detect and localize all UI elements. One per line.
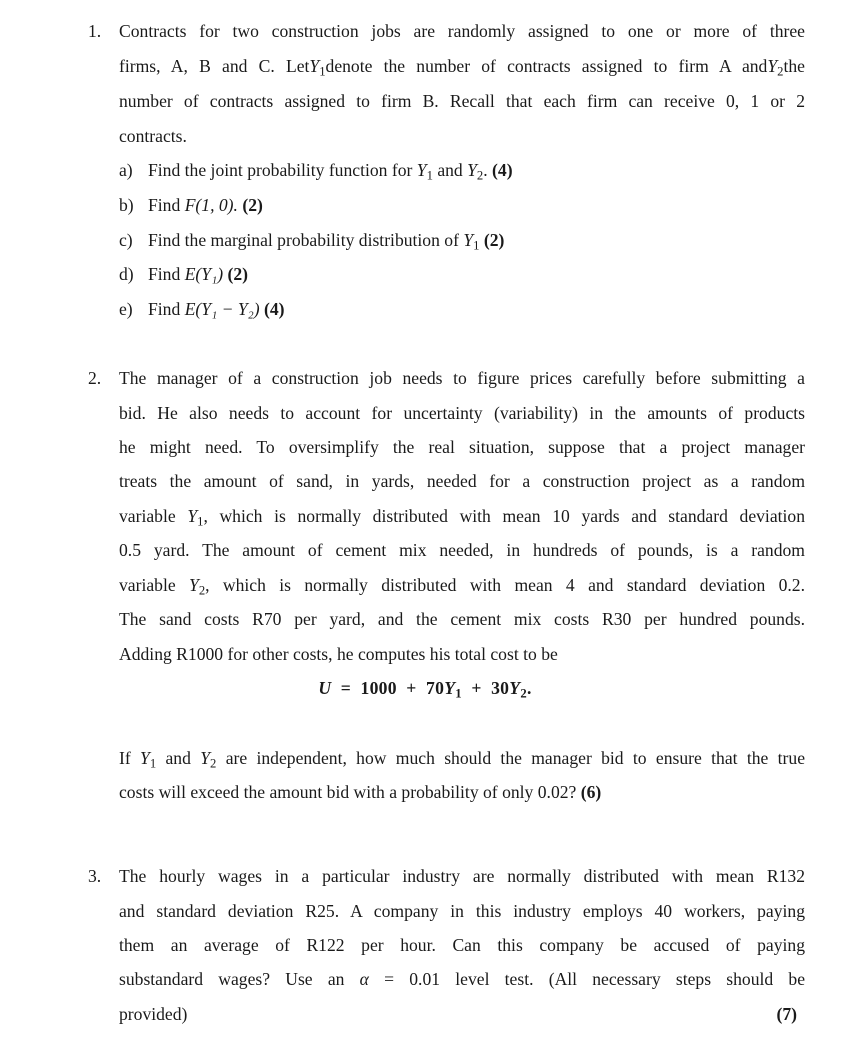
q3-line-5: provided) (119, 1004, 188, 1024)
q2-follow-1: If $Y_1$ and $Y_2$ are independent, how much should the manager bid to ensure that the true (119, 748, 806, 771)
q1-part-e: e) Find E(Y₁ − Y₂) (4) (119, 299, 285, 319)
q2-line-5: variable $Y_1$, which is normally distributed with mean 10 yards and standard deviation (119, 506, 806, 529)
question-number: 1. (88, 21, 102, 41)
q3-line-4: substandard wages? Use an α = 0.01 level test. (All necessary steps should be (119, 969, 806, 989)
q2-line-2: bid. He also needs to account for uncertainty (variability) in the amounts of products (119, 403, 805, 423)
q3-line-1: The hourly wages in a particular industry are normally distributed with mean R132 (119, 866, 805, 886)
q2-line-7: variable $Y_2$, which is normally distributed with mean 4 and standard deviation 0.2. (119, 575, 805, 598)
question-number: 3. (88, 866, 102, 886)
q1-part-a: a) Find the joint probability function for $Y_1$ and $Y_2$. (4) (119, 160, 513, 183)
q2-line-9: Adding R1000 for other costs, he computes his total cost to be (119, 644, 558, 664)
q2-line-1: The manager of a construction job needs to figure prices carefully before submitting a (119, 368, 805, 388)
q1-part-c: c) Find the marginal probability distribution of $Y_1$ (2) (119, 230, 505, 253)
total-cost-formula: $U = 1000 + 70Y_1 + 30Y_2$. (318, 678, 532, 701)
q1-line-4: contracts. (119, 126, 187, 146)
q1-part-b: b) Find F(1, 0). (2) (119, 195, 263, 215)
q2-follow-2: costs will exceed the amount bid with a probability of only 0.02? (6) (119, 782, 602, 802)
q3-line-2: and standard deviation R25. A company in this industry employs 40 workers, paying (119, 901, 805, 921)
q2-line-6: 0.5 yard. The amount of cement mix needed, in hundreds of pounds, is a random (119, 540, 805, 560)
q2-line-4: treats the amount of sand, in yards, needed for a construction project as a random (119, 471, 805, 491)
q2-line-3: he might need. To oversimplify the real situation, suppose that a project manager (119, 437, 805, 457)
q1-part-d: d) Find E(Y₁) (2) (119, 264, 248, 284)
q1-line-3: number of contracts assigned to firm B. Recall that each firm can receive 0, 1 or 2 (119, 91, 805, 111)
q3-line-3: them an average of R122 per hour. Can this company be accused of paying (119, 935, 805, 955)
q1-line-1: Contracts for two construction jobs are randomly assigned to one or more of three (119, 21, 805, 41)
q1-line-2: firms, A, B and C. LetY$_1$denote the number of contracts assigned to firm A andY$_2$the (119, 56, 805, 79)
q2-line-8: The sand costs R70 per yard, and the cement mix costs R30 per hundred pounds. (119, 609, 805, 629)
question-number: 2. (88, 368, 102, 388)
q3-marks: (7) (776, 1004, 797, 1024)
